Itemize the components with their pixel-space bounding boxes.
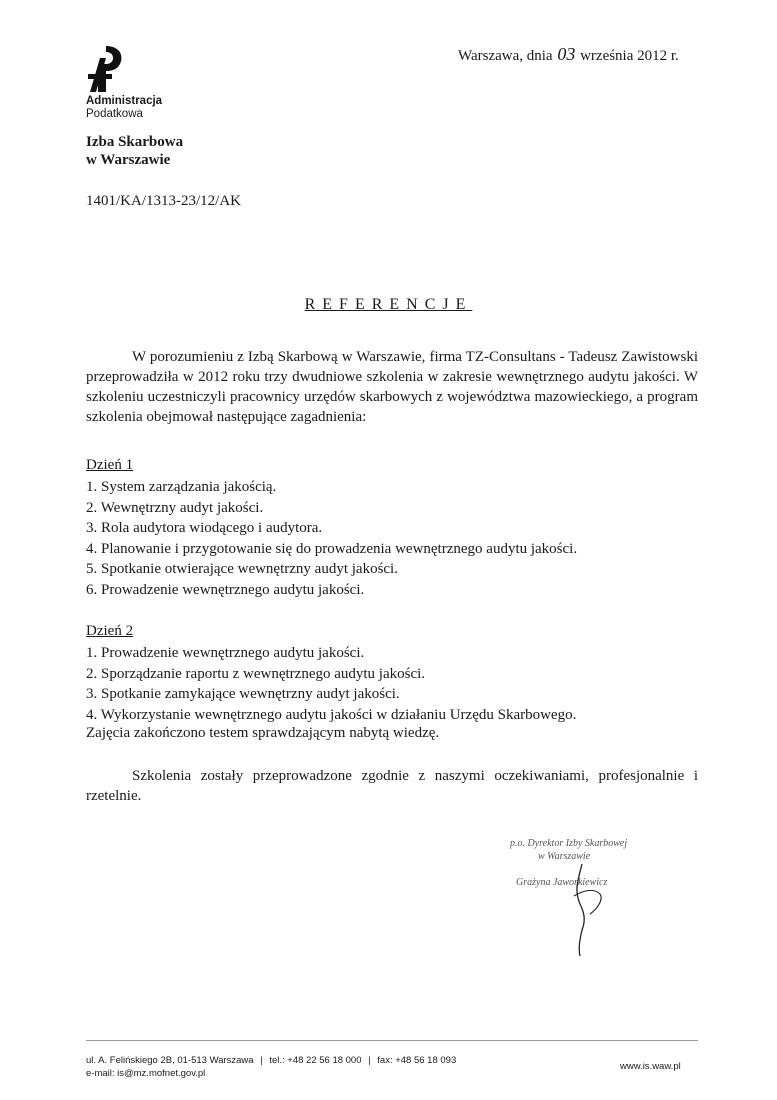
- footer-contact-line: ul. A. Felińskiego 2B, 01-513 Warszawa | tel.: +48 22 56 18 000 | fax: +48 56 18 093: [86, 1055, 457, 1066]
- day2-heading: Dzień 2: [86, 623, 134, 639]
- org-name-line1: Administracja: [86, 95, 163, 107]
- list-item: 6. Prowadzenie wewnętrznego audytu jakości.: [86, 581, 365, 598]
- footer-phone: tel.: +48 22 56 18 000: [269, 1055, 362, 1066]
- footer-email: e-mail: is@mz.mofnet.gov.pl: [86, 1068, 206, 1079]
- day1-heading: Dzień 1: [86, 457, 134, 473]
- footer-website: www.is.waw.pl: [620, 1061, 681, 1072]
- day2-list: [86, 643, 576, 725]
- footer-address: ul. A. Felińskiego 2B, 01-513 Warszawa: [86, 1055, 254, 1066]
- list-item: 3. Rola audytora wiodącego i audytora.: [86, 520, 323, 537]
- date-line: [458, 44, 679, 65]
- handwritten-signature: [560, 860, 620, 960]
- signature-stamp-line3: Grażyna Jaworkiewicz: [516, 877, 608, 888]
- day1-list: [86, 477, 577, 601]
- reference-number: 1401/KA/1313-23/12/AK: [86, 193, 241, 209]
- list-item: 2. Sporządzanie raportu z wewnętrznego audytu jakości.: [86, 665, 426, 682]
- list-item: 5. Spotkanie otwierające wewnętrzny audyt jakości.: [86, 561, 398, 578]
- outro-paragraph: Szkolenia zostały przeprowadzone zgodnie z naszymi oczekiwaniami, profesjonalnie i rzetelnie.: [86, 768, 698, 804]
- signature-stamp-line1: p.o. Dyrektor Izby Skarbowej: [510, 838, 628, 849]
- list-item: 2. Wewnętrzny audyt jakości.: [86, 499, 264, 516]
- list-item: 1. Prowadzenie wewnętrznego audytu jakości.: [86, 645, 365, 661]
- date-day: 03: [557, 44, 576, 64]
- office-name-line1: Izba Skarbowa: [86, 134, 184, 150]
- office-name-line2: w Warszawie: [86, 152, 171, 168]
- date-prefix: Warszawa, dnia: [458, 48, 553, 64]
- list-item: 4. Wykorzystanie wewnętrznego audytu jakości w działaniu Urzędu Skarbowego.: [86, 706, 577, 723]
- org-name-line2: Podatkowa: [86, 108, 143, 120]
- list-item: 1. System zarządzania jakością.: [86, 479, 277, 495]
- intro-paragraph: W porozumieniu z Izbą Skarbową w Warszawie, firma TZ-Consultans - Tadeusz Zawistowski przeprowadziła w 2012 roku trzy dwudniowe szkolenia w zakresie wewnętrznego audytu jakości. W szkoleniu uczestniczyli pracownicy urzędów skarbowych z województwa mazowieckiego, a program szkolenia obejmował następujące zagadnienia:: [86, 349, 698, 425]
- footer-divider: [86, 1040, 698, 1041]
- document-title: REFERENCJE: [304, 296, 473, 313]
- ap-logo-icon: [86, 44, 126, 94]
- date-suffix: września 2012 r.: [580, 48, 679, 64]
- list-item: 4. Planowanie i przygotowanie się do prowadzenia wewnętrznego audytu jakości.: [86, 540, 578, 557]
- list-item: 3. Spotkanie zamykające wewnętrzny audyt jakości.: [86, 686, 400, 703]
- closing-line: Zajęcia zakończono testem sprawdzającym nabytą wiedzę.: [86, 725, 440, 741]
- footer-fax: fax: +48 56 18 093: [377, 1055, 457, 1066]
- signature-stamp-line2: w Warszawie: [538, 851, 591, 862]
